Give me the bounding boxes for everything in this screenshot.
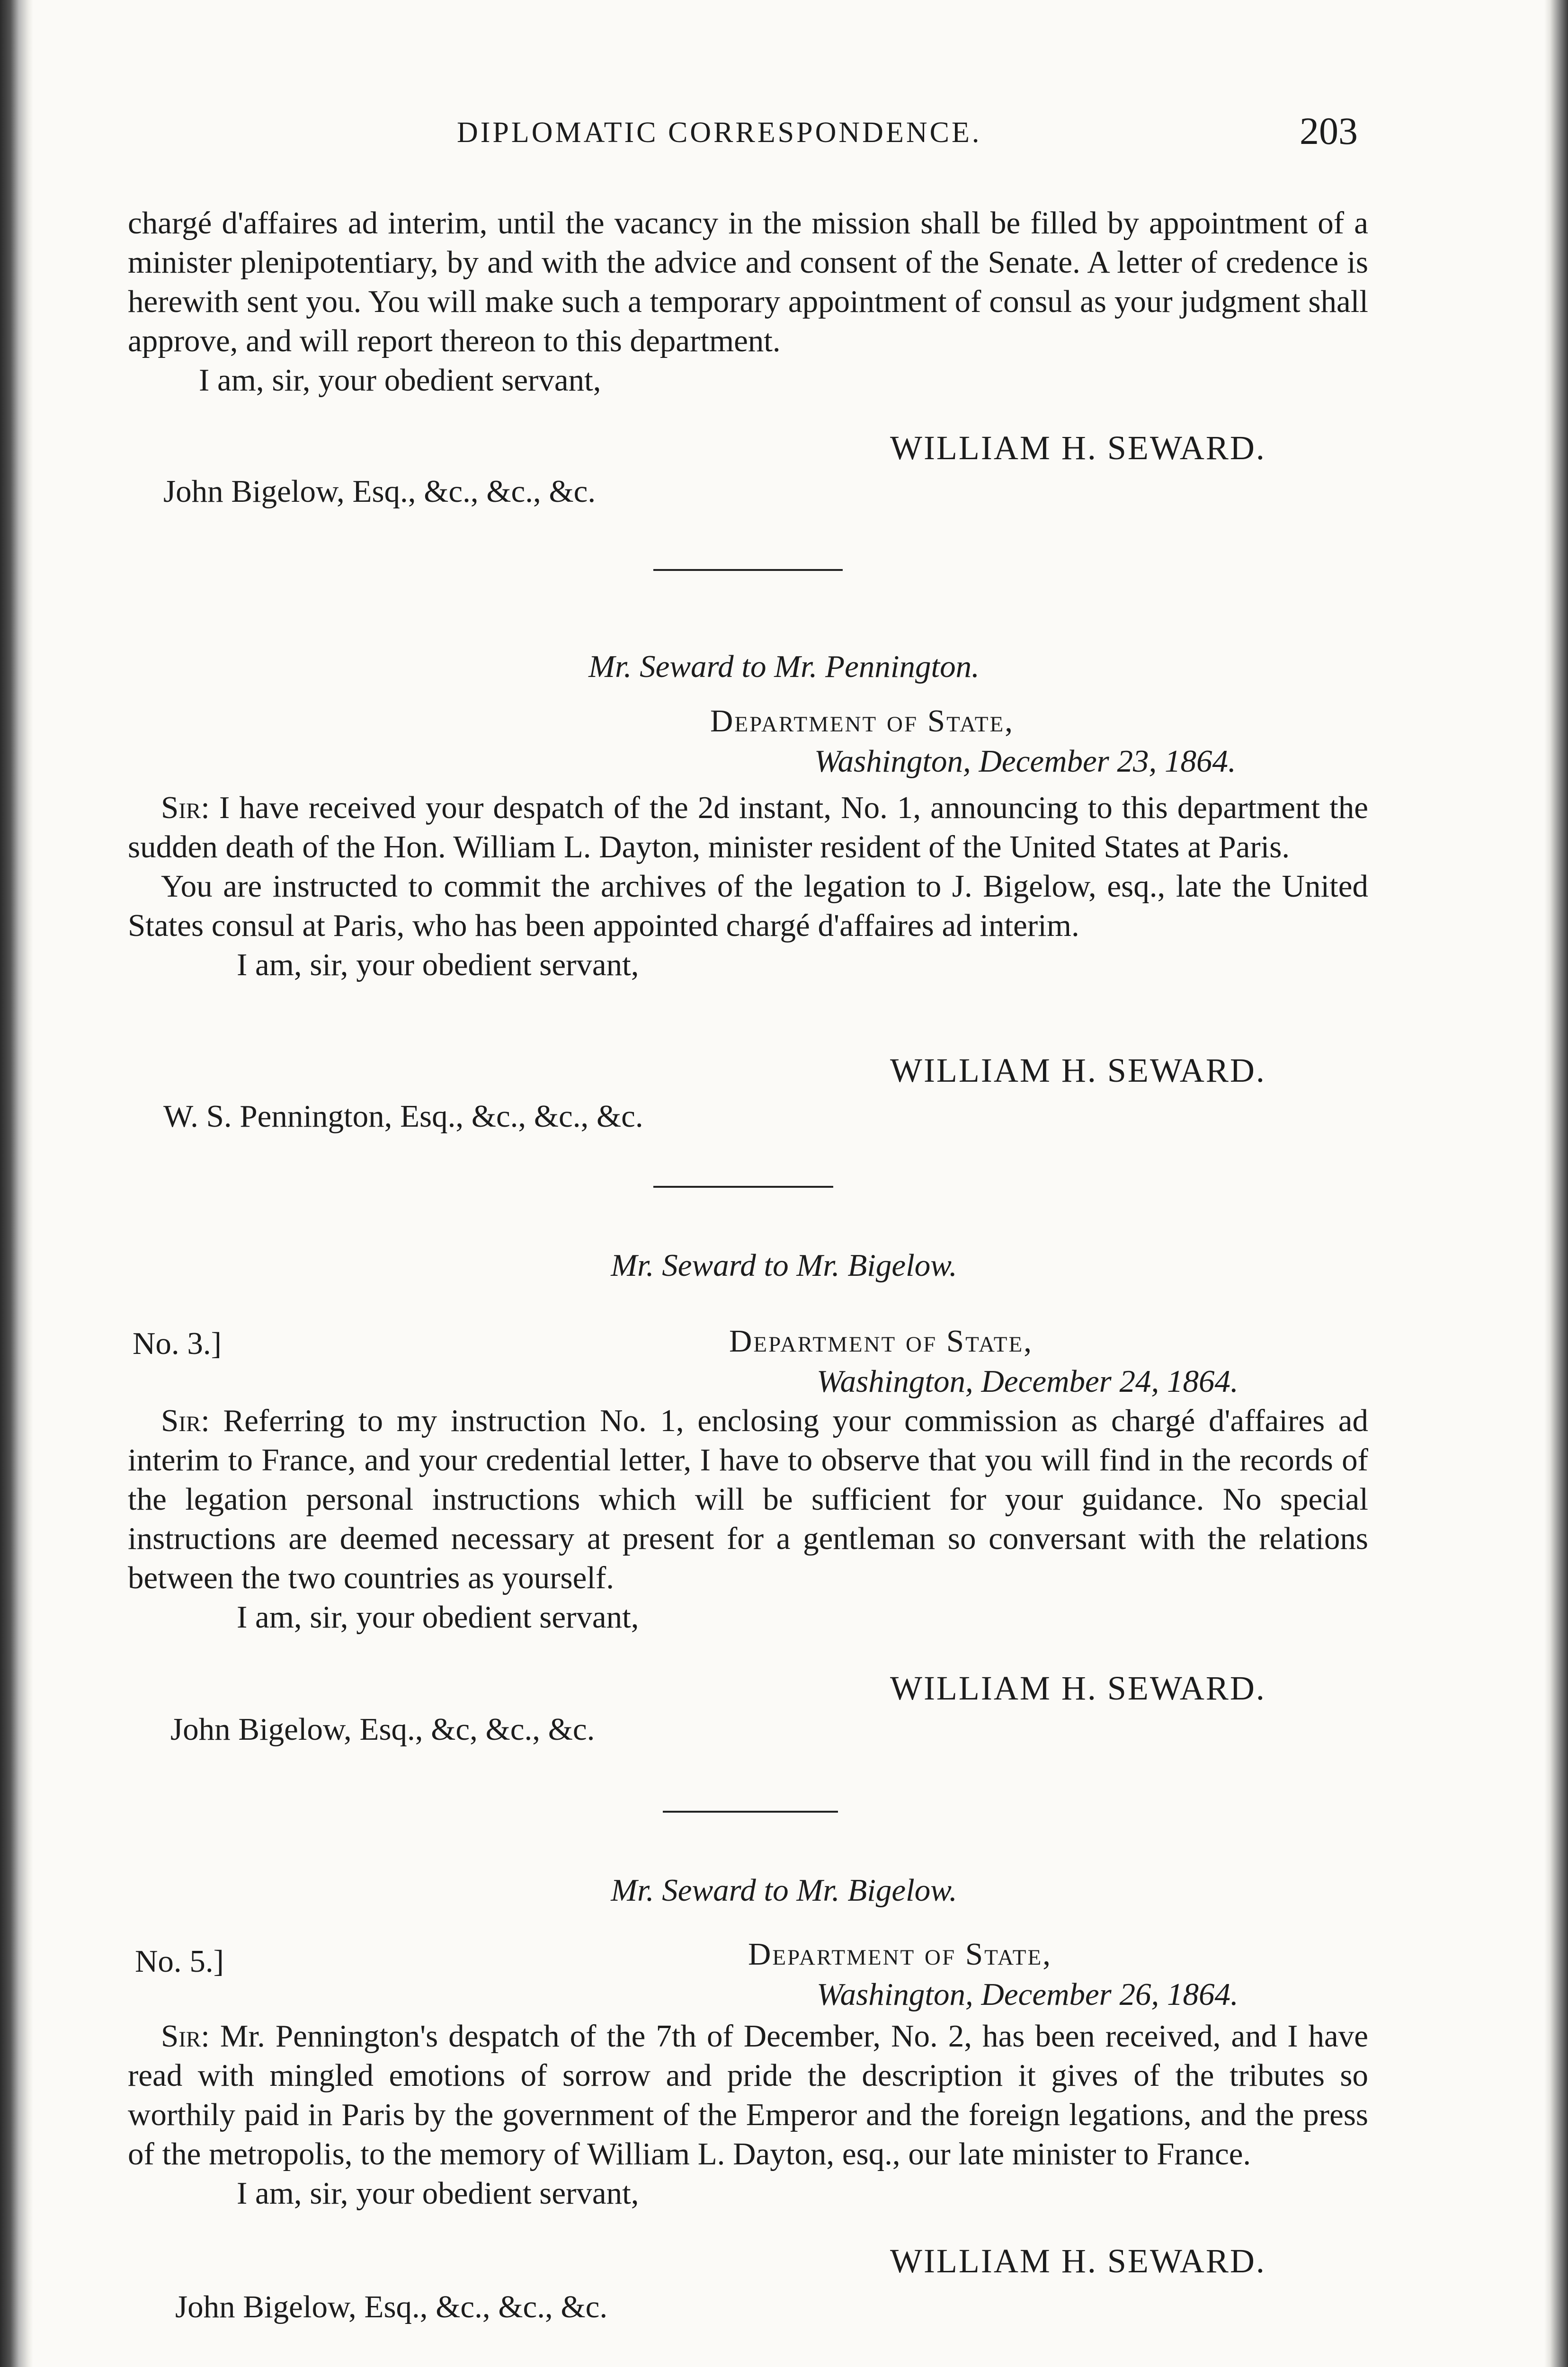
section-divider-2 [653,1186,833,1188]
letter2-dateline-text: Washington, December 24, 1864. [817,1364,1238,1399]
letter1-para1 [128,788,1368,867]
letter2-para1 [128,1401,1368,1598]
letter3-para1 [128,2017,1368,2174]
section-divider-3 [663,1811,838,1813]
letter3-signature: WILLIAM H. SEWARD. [890,2242,1266,2280]
letter1-para1-text: I have received your despatch of the 2d instant, No. 1, announcing to this department the sudden death of the Hon. William L. Dayton, minister resident of the United States at Paris. [128,790,1368,864]
letter2-department: Department of State, [729,1324,1033,1359]
running-head: DIPLOMATIC CORRESPONDENCE. [457,116,982,149]
letter0-closing: I am, sir, your obedient servant, [199,363,601,398]
letter2-dateline [817,1363,1238,1400]
letter2-heading: Mr. Seward to Mr. Bigelow. [611,1248,957,1283]
letter3-heading: Mr. Seward to Mr. Bigelow. [611,1873,957,1908]
letter2-body-block [128,1401,1368,1637]
letter2-number: No. 3.] [133,1326,222,1361]
letter0-body-block [128,204,1368,400]
letter2-closing: I am, sir, your obedient servant, [237,1600,639,1635]
letter0-addressee-text: John Bigelow, Esq., &c., &c., &c. [163,474,596,509]
letter1-dateline [814,743,1236,780]
letter2-para1-text: Referring to my instruction No. 1, enclosing your commission as chargé d'affaires ad interim to France, and your credential letter, I have to observe that you will find in the records of the legation personal instructions which will be sufficient for your guidance. No special instructions are deemed necessary at present for a gentleman so conversant with the relations between the two countries as yourself. [128,1403,1369,1595]
letter0-body: chargé d'affaires ad interim, until the vacancy in the mission shall be filled by appointment of a minister plenipotentiary, by and with the advice and consent of the Senate. A letter of credence is herewith sent you. You will make such a temporary appointment of consul as your judgment shall approve, and will report thereon to this department. [128,205,1368,358]
letter1-para2: You are instructed to commit the archives of the legation to J. Bigelow, esq., late the United States consul at Paris, who has been appointed chargé d'affaires ad interim. [128,869,1368,943]
letter3-closing: I am, sir, your obedient servant, [237,2176,639,2211]
letter3-para1-text: Mr. Pennington's despatch of the 7th of December, No. 2, has been received, and I have read with mingled emotions of sorrow and pride the description it gives of the tributes so worthily paid in Paris by the government of the Emperor and the foreign legations, and the press of the metropolis, to the memory of William L. Dayton, esq., our late minister to France. [128,2019,1368,2171]
letter2-addressee: John Bigelow, Esq., &c, &c., &c. [170,1712,595,1747]
letter3-addressee: John Bigelow, Esq., &c., &c., &c. [175,2289,608,2324]
letter2-signature: WILLIAM H. SEWARD. [890,1669,1266,1707]
letter3-dateline [817,1976,1238,2013]
letter1-addressee: W. S. Pennington, Esq., &c., &c., &c. [163,1099,643,1134]
letter1-salutation: Sir: [161,790,210,825]
letter1-heading: Mr. Seward to Mr. Pennington. [588,649,980,684]
letter1-department: Department of State, [710,703,1014,739]
letter3-salutation: Sir: [161,2019,210,2054]
letter1-signature: WILLIAM H. SEWARD. [890,1051,1266,1089]
section-divider-1 [653,569,843,571]
letter3-body-block [128,2017,1368,2213]
letter3-number: No. 5.] [135,1944,224,1979]
letter1-body-block [128,788,1368,985]
letter1-dateline-text: Washington, December 23, 1864. [814,744,1236,779]
letter0-signature: WILLIAM H. SEWARD. [890,429,1266,467]
letter3-dateline-text: Washington, December 26, 1864. [817,1977,1238,2012]
letter2-salutation: Sir: [161,1403,210,1438]
letter1-closing: I am, sir, your obedient servant, [237,947,639,982]
letter0-addressee [163,473,596,510]
page-number: 203 [1300,109,1358,152]
letter3-department: Department of State, [748,1937,1052,1972]
